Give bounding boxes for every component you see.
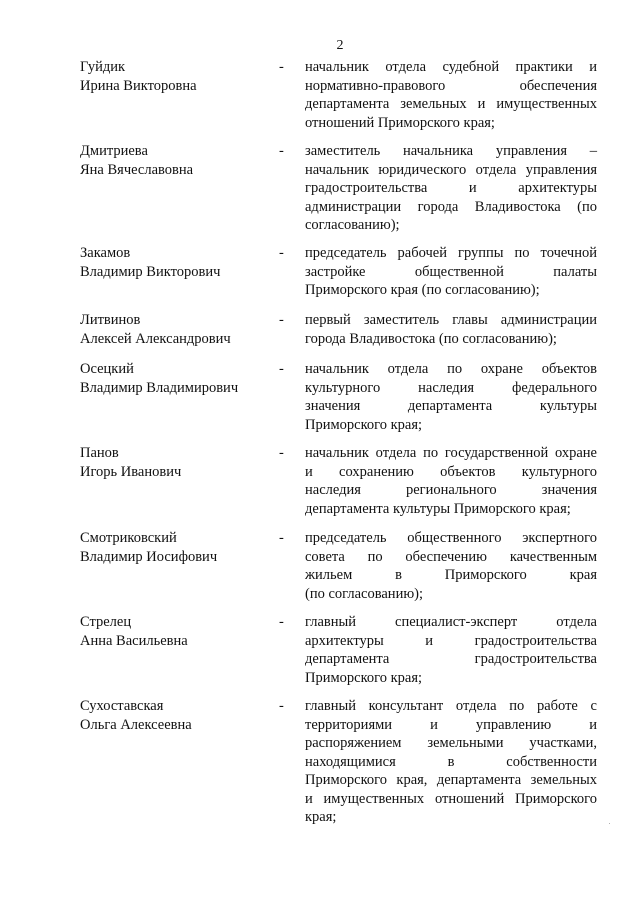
dash-separator: - xyxy=(279,361,284,377)
position-line: архитектуры и градостроительства xyxy=(305,632,597,649)
position-line: жильем в Приморского края xyxy=(305,567,597,583)
member-surname: Осецкий xyxy=(80,361,134,377)
position-line: Приморского края; xyxy=(305,669,423,686)
member-given-name: Владимир Владимирович xyxy=(80,379,239,396)
position-line: отношений Приморского края; xyxy=(305,114,495,131)
member-position xyxy=(305,613,597,687)
position-line: департамента культуры Приморского края; xyxy=(305,500,571,517)
scan-speck xyxy=(609,823,610,824)
member-given-name: Ольга Алексеевна xyxy=(80,716,192,733)
position-line: департамента земельных и имущественных xyxy=(305,96,597,112)
page-number: 2 xyxy=(336,38,344,53)
position-line: края; xyxy=(305,809,337,825)
member-given-name: Владимир Иосифович xyxy=(80,548,218,565)
position-line: председатель рабочей группы по точечной xyxy=(305,245,597,261)
position-line: начальник юридического отдела управления xyxy=(305,161,597,178)
position-line: согласованию); xyxy=(305,217,400,233)
member-surname: Литвинов xyxy=(80,312,141,328)
member-surname: Сухоставская xyxy=(80,698,164,714)
position-line: и сохранению объектов культурного xyxy=(305,463,597,480)
member-given-name: Алексей Александрович xyxy=(80,330,231,347)
position-line: администрации города Владивостока (по xyxy=(305,198,597,215)
member-given-name: Анна Васильевна xyxy=(80,632,188,649)
member-name xyxy=(80,444,280,481)
position-line: Приморского края, департамента земельных xyxy=(305,772,597,788)
member-position xyxy=(305,58,597,132)
position-line: главный консультант отдела по работе с xyxy=(305,698,597,714)
member-surname: Смотриковский xyxy=(80,530,177,546)
position-line: и имущественных отношений Приморского xyxy=(305,790,597,807)
dash-separator: - xyxy=(279,614,284,630)
position-line: совета по обеспечению качественным xyxy=(305,548,597,565)
position-line: застройке общественной палаты xyxy=(305,263,597,280)
member-surname: Стрелец xyxy=(80,614,132,630)
member-position xyxy=(305,529,597,603)
member-surname: Дмитриева xyxy=(80,143,148,159)
member-name xyxy=(80,613,280,650)
position-line: города Владивостока (по согласованию); xyxy=(305,330,557,347)
position-line: Приморского края (по согласованию); xyxy=(305,282,540,298)
position-line: (по согласованию); xyxy=(305,585,424,602)
member-name xyxy=(80,360,280,397)
member-given-name: Игорь Иванович xyxy=(80,463,182,480)
position-line: находящимися в собственности xyxy=(305,753,597,770)
dash-separator: - xyxy=(279,312,284,328)
member-position xyxy=(305,697,597,827)
position-line: Приморского края; xyxy=(305,416,423,433)
position-line: начальник отдела судебной практики и xyxy=(305,59,597,75)
member-given-name: Владимир Викторович xyxy=(80,263,221,280)
position-line: председатель общественного экспертного xyxy=(305,530,597,546)
dash-separator: - xyxy=(279,143,284,159)
member-name xyxy=(80,529,280,566)
position-line: начальник отдела по охране объектов xyxy=(305,361,597,377)
position-line: заместитель начальника управления – xyxy=(305,143,597,159)
position-line: градостроительства и архитектуры xyxy=(305,180,597,196)
member-name xyxy=(80,311,280,348)
position-line: значения департамента культуры xyxy=(305,398,597,414)
dash-separator: - xyxy=(279,245,284,261)
member-position xyxy=(305,311,597,348)
member-surname: Гуйдик xyxy=(80,59,126,75)
position-line: распоряжением земельными участками, xyxy=(305,735,597,751)
member-position xyxy=(305,444,597,518)
member-surname: Панов xyxy=(80,445,119,461)
position-line: нормативно-правового обеспечения xyxy=(305,77,597,94)
member-name xyxy=(80,142,280,179)
dash-separator: - xyxy=(279,445,284,461)
member-given-name: Ирина Викторовна xyxy=(80,77,197,94)
member-position xyxy=(305,360,597,434)
member-name xyxy=(80,58,280,95)
position-line: первый заместитель главы администрации xyxy=(305,312,597,328)
position-line: культурного наследия федерального xyxy=(305,379,597,396)
member-position xyxy=(305,142,597,235)
member-name xyxy=(80,697,280,734)
dash-separator: - xyxy=(279,530,284,546)
dash-separator: - xyxy=(279,59,284,75)
dash-separator: - xyxy=(279,698,284,714)
member-surname: Закамов xyxy=(80,245,131,261)
member-name xyxy=(80,244,280,281)
member-position xyxy=(305,244,597,300)
member-given-name: Яна Вячеславовна xyxy=(80,161,194,178)
position-line: наследия регионального значения xyxy=(305,482,597,498)
position-line: территориями и управлению и xyxy=(305,716,597,733)
position-line: департамента градостроительства xyxy=(305,651,597,667)
position-line: главный специалист-эксперт отдела xyxy=(305,614,597,630)
position-line: начальник отдела по государственной охране xyxy=(305,445,597,461)
